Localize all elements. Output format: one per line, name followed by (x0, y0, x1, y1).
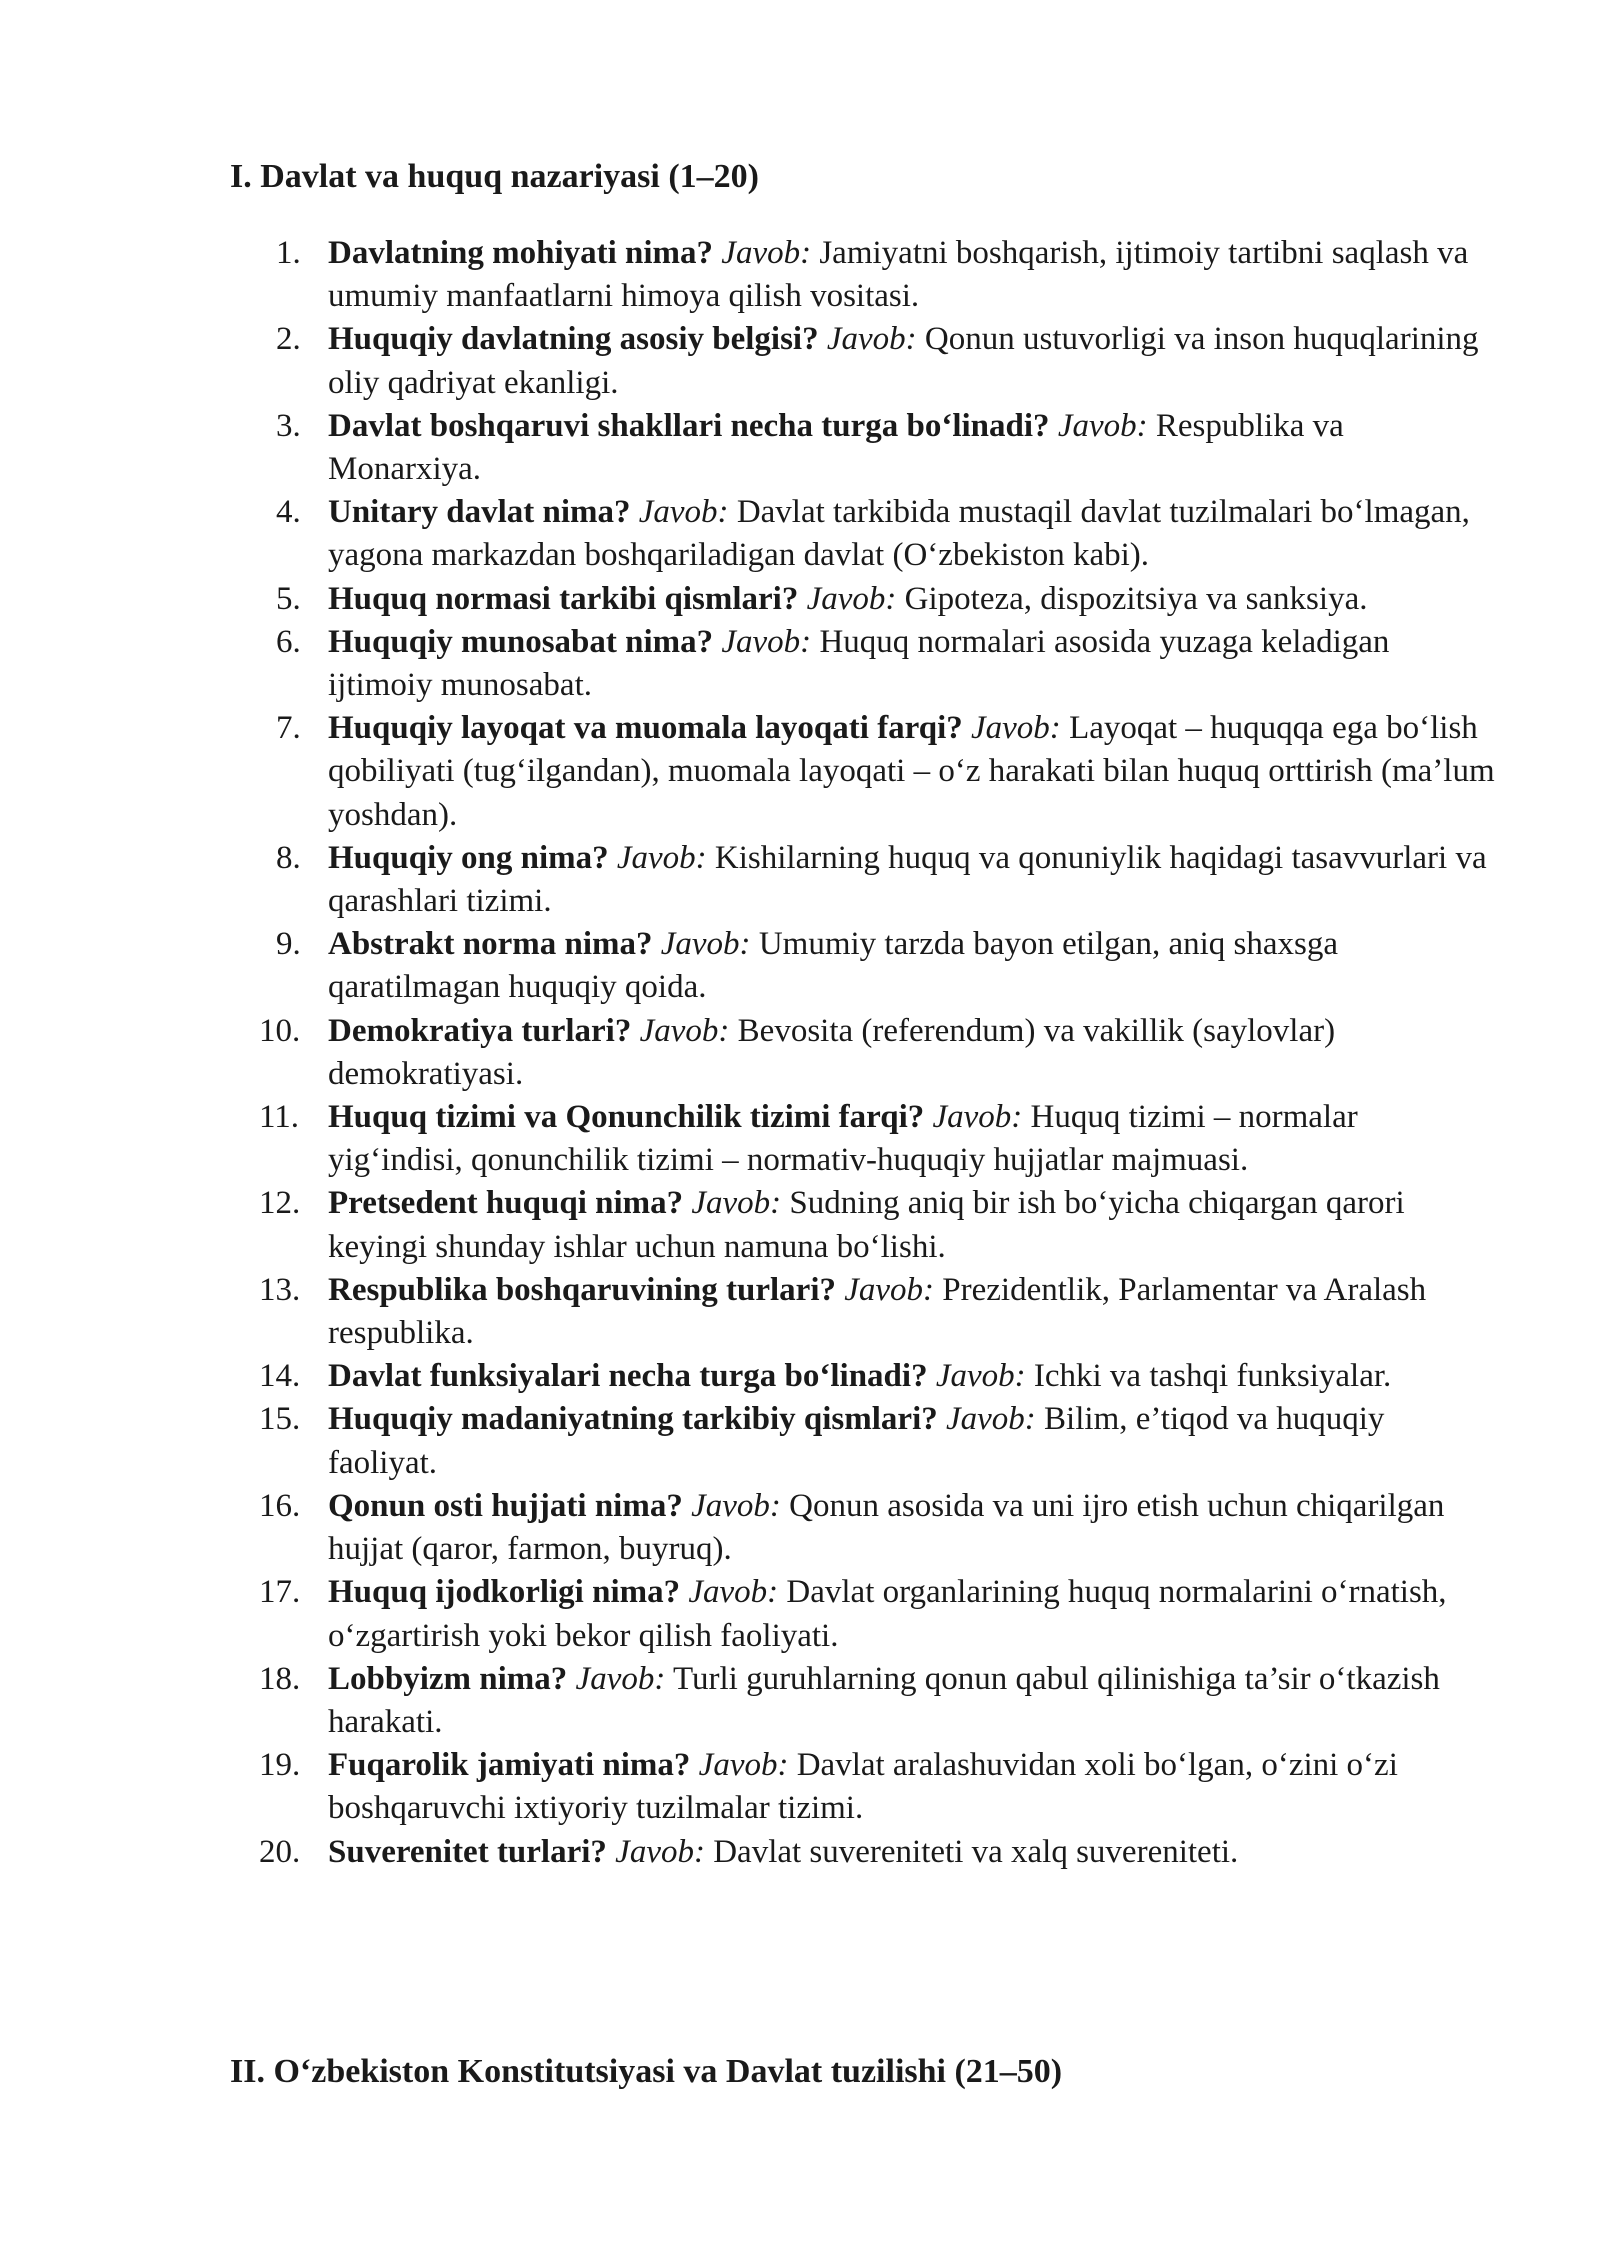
list-item (230, 1744, 1500, 1830)
answer-text: Jamiyatni boshqarish, ijtimoiy tartibni saqlash va umumiy manfaatlarni himoya qilish vositasi. (328, 235, 1469, 315)
question-text: Abstrakt norma nima? (328, 926, 653, 963)
answer-label: Javob: (698, 1747, 789, 1784)
answer-text: Sudning aniq bir ish bo‘yicha chiqargan qarori keyingi shunday ishlar uchun namuna bo‘lishi. (328, 1185, 1405, 1265)
list-item (230, 405, 1500, 491)
question-text: Respublika boshqaruvining turlari? (328, 1271, 836, 1308)
item-number: 12. (259, 1185, 301, 1222)
item-number: 6. (276, 623, 301, 660)
answer-text: Qonun asosida va uni ijro etish uchun chiqarilgan hujjat (qaror, farmon, buyruq). (328, 1487, 1445, 1568)
list-item (230, 1182, 1500, 1268)
answer-text: Bilim, e’tiqod va huquqiy faoliyat. (328, 1401, 1385, 1481)
answer-text: Kishilarning huquq va qonuniylik haqidagi tasavvurlari va qarashlari tizimi. (328, 839, 1487, 920)
answer-label: Javob: (946, 1401, 1036, 1438)
question-text: Huquq normasi tarkibi qismlari? (328, 580, 799, 617)
item-number: 8. (276, 839, 301, 876)
item-number: 9. (276, 926, 301, 963)
question-text: Pretsedent huquqi nima? (328, 1185, 684, 1222)
answer-label: Javob: (660, 926, 751, 963)
question-text: Davlatning mohiyati nima? (328, 235, 714, 271)
item-number: 18. (259, 1660, 301, 1697)
list-item (230, 232, 1500, 318)
answer-text: Prezidentlik, Parlamentar va Aralash respublika. (328, 1271, 1427, 1352)
list-item (230, 1010, 1500, 1096)
question-text: Suverenitet turlari? (328, 1833, 607, 1870)
answer-label: Javob: (721, 235, 812, 271)
item-number: 19. (259, 1747, 301, 1784)
question-text: Huquqiy davlatning asosiy belgisi? (328, 321, 819, 358)
list-item (230, 707, 1500, 837)
answer-label: Javob: (806, 580, 897, 617)
question-text: Demokratiya turlari? (328, 1012, 632, 1049)
answer-text: Umumiy tarzda bayon etilgan, aniq shaxsga qaratilmagan huquqiy qoida. (328, 926, 1338, 1006)
item-number: 17. (259, 1574, 301, 1611)
answer-label: Javob: (691, 1185, 782, 1222)
item-number: 20. (259, 1833, 301, 1870)
answer-label: Javob: (638, 494, 729, 531)
answer-text: Qonun ustuvorligi va inson huquqlarining oliy qadriyat ekanligi. (328, 321, 1479, 401)
list-item (230, 1831, 1500, 1874)
answer-text: Gipoteza, dispozitsiya va sanksiya. (896, 580, 1368, 617)
item-number: 1. (276, 235, 301, 271)
answer-text: Davlat tarkibida mustaqil davlat tuzilmalari bo‘lmagan, yagona markazdan boshqariladigan davlat (O‘zbekiston kabi). (328, 494, 1470, 574)
question-text: Huquqiy layoqat va muomala layoqati farqi? (328, 710, 963, 747)
item-number: 16. (259, 1487, 301, 1524)
list-item (230, 1096, 1500, 1182)
section-heading-1: I. Davlat va huquq nazariyasi (1–20) (230, 158, 759, 195)
question-text: Fuqarolik jamiyati nima? (328, 1747, 691, 1784)
section-heading-2: II. O‘zbekiston Konstitutsiyasi va Davlat tuzilishi (21–50) (230, 2053, 1063, 2090)
answer-label: Javob: (639, 1012, 730, 1049)
answer-text: Davlat aralashuvidan xoli bo‘lgan, o‘zini o‘zi boshqaruvchi ixtiyoriy tuzilmalar tizimi. (328, 1747, 1398, 1827)
question-text: Huquq ijodkorligi nima? (328, 1574, 681, 1611)
item-number: 15. (259, 1401, 301, 1438)
answer-text: Turli guruhlarning qonun qabul qilinishiga ta’sir o‘tkazish harakati. (328, 1660, 1440, 1740)
answer-label: Javob: (615, 1833, 705, 1870)
list-item (230, 318, 1500, 404)
item-number: 10. (259, 1012, 301, 1049)
answer-label: Javob: (616, 839, 707, 876)
answer-label: Javob: (721, 623, 812, 660)
list-item (230, 491, 1500, 577)
item-number: 4. (276, 494, 301, 531)
question-text: Davlat funksiyalari necha turga bo‘linadi? (328, 1358, 928, 1395)
answer-label: Javob: (844, 1271, 935, 1308)
question-text: Lobbyizm nima? (328, 1660, 568, 1697)
item-number: 13. (259, 1271, 301, 1308)
answer-text: Davlat suvereniteti va xalq suvereniteti. (704, 1833, 1239, 1870)
answer-text: Huquq tizimi – normalar yig‘indisi, qonunchilik tizimi – normativ-huquqiy hujjatlar majmuasi. (328, 1099, 1358, 1179)
list-item (230, 1571, 1500, 1657)
answer-label: Javob: (826, 321, 917, 358)
answer-text: Ichki va tashqi funksiyalar. (1025, 1358, 1392, 1395)
answer-label: Javob: (935, 1358, 1026, 1395)
list-item (230, 1398, 1500, 1484)
answer-label: Javob: (971, 710, 1061, 747)
question-text: Unitary davlat nima? (328, 494, 631, 531)
question-text: Huquqiy madaniyatning tarkibiy qismlari? (328, 1401, 938, 1438)
question-text: Huquqiy munosabat nima? (328, 623, 714, 660)
item-number: 5. (276, 580, 301, 617)
list-item (230, 578, 1500, 621)
answer-label: Javob: (575, 1660, 666, 1697)
question-text: Davlat boshqaruvi shakllari necha turga bo‘linadi? (328, 407, 1050, 444)
list-item (230, 1269, 1500, 1355)
question-list (230, 232, 1500, 1874)
answer-text: Respublika va Monarxiya. (328, 407, 1344, 488)
list-item (230, 1485, 1500, 1571)
answer-label: Javob: (688, 1574, 779, 1611)
question-text: Huquqiy ong nima? (328, 839, 609, 876)
item-number: 7. (276, 710, 301, 747)
item-number: 14. (259, 1358, 301, 1395)
list-item (230, 621, 1500, 707)
answer-text: Layoqat – huquqqa ega bo‘lish qobiliyati (tug‘ilgandan), muomala layoqati – o‘z harakati bilan huquq orttirish (ma’lum yoshdan). (328, 710, 1495, 833)
answer-label: Javob: (1057, 407, 1148, 444)
answer-label: Javob: (691, 1487, 781, 1524)
item-number: 11. (259, 1099, 300, 1136)
question-text: Huquq tizimi va Qonunchilik tizimi farqi? (328, 1099, 925, 1136)
item-number: 2. (276, 321, 301, 358)
answer-text: Huquq normalari asosida yuzaga keladigan ijtimoiy munosabat. (328, 623, 1390, 704)
answer-text: Davlat organlarining huquq normalarini o‘rnatish, o‘zgartirish yoki bekor qilish faoliyati. (328, 1574, 1447, 1654)
answer-text: Bevosita (referendum) va vakillik (saylovlar) demokratiyasi. (328, 1012, 1336, 1092)
list-item (230, 1658, 1500, 1744)
answer-label: Javob: (932, 1099, 1023, 1136)
question-text: Qonun osti hujjati nima? (328, 1487, 683, 1524)
list-item (230, 837, 1500, 923)
item-number: 3. (276, 407, 301, 444)
list-item (230, 923, 1500, 1009)
list-item (230, 1355, 1500, 1398)
